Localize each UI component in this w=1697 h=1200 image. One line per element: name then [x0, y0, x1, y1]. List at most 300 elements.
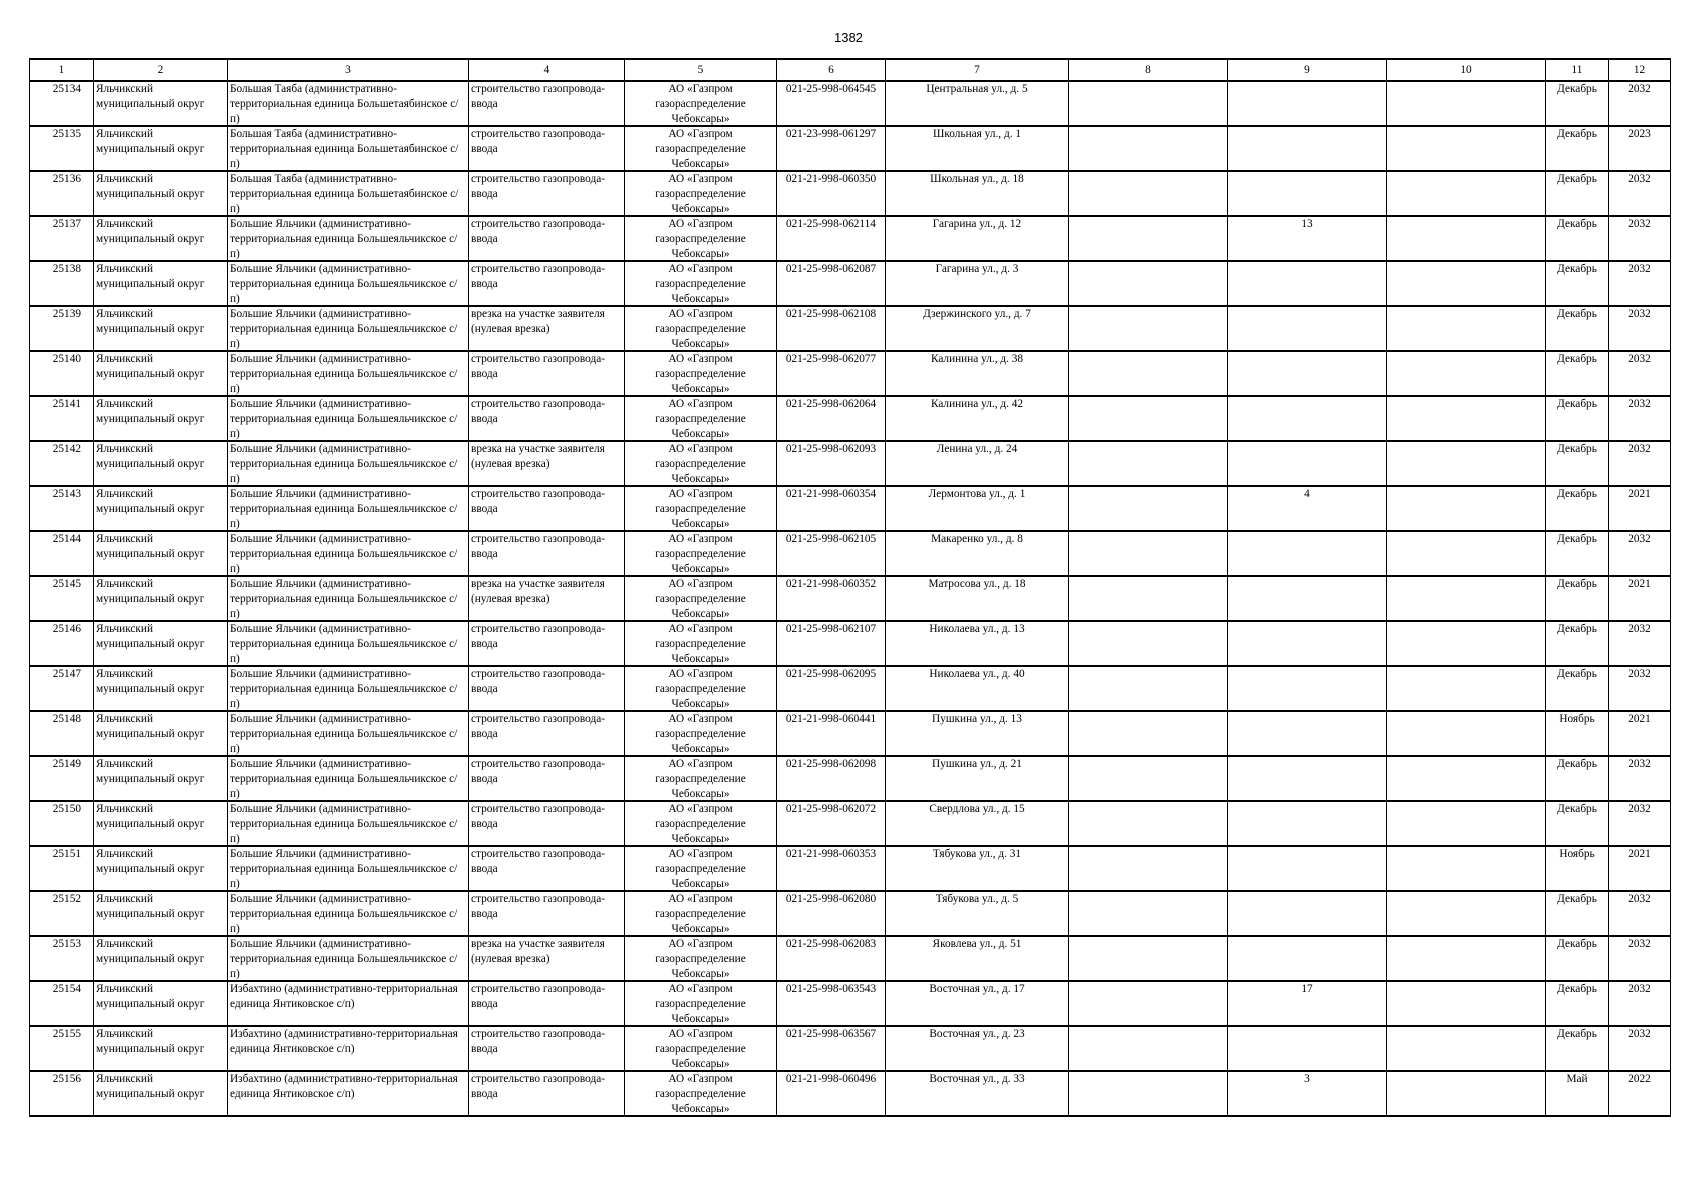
object-code-cell	[777, 621, 886, 666]
locality-cell-text: Большие Яльчики (административно-территориальная единица Большеяльчикское с/п)	[230, 353, 458, 395]
address-cell-text: Пушкина ул., д. 13	[932, 713, 1022, 725]
year-cell	[1609, 351, 1671, 396]
column-10-cell-text	[1389, 622, 1543, 665]
address-cell	[886, 846, 1069, 891]
month-cell	[1546, 666, 1609, 711]
address-cell	[886, 936, 1069, 981]
column-8-cell-text	[1071, 622, 1225, 665]
month-cell	[1546, 981, 1609, 1026]
column-9-cell-text	[1230, 622, 1384, 665]
address-cell-text: Школьная ул., д. 18	[930, 173, 1024, 185]
year-cell	[1609, 846, 1671, 891]
column-number: 8	[1069, 59, 1228, 81]
object-code-cell-text: 021-25-998-062105	[785, 533, 877, 545]
column-9-cell-text: 3	[1304, 1073, 1310, 1085]
column-10-cell	[1387, 81, 1546, 126]
object-code-cell-text: 021-25-998-063567	[785, 1028, 877, 1040]
month-cell-text: Декабрь	[1557, 803, 1597, 815]
column-10-cell	[1387, 126, 1546, 171]
row-id	[30, 216, 94, 261]
month-cell	[1546, 306, 1609, 351]
table-row	[30, 261, 1671, 306]
column-9-cell	[1228, 756, 1387, 801]
organization-cell-text: АО «Газпром газораспределение Чебоксары»	[655, 1028, 746, 1070]
work-type-cell	[469, 261, 625, 306]
organization-cell	[625, 891, 777, 936]
object-code-cell	[777, 81, 886, 126]
row-id-text: 25144	[52, 533, 81, 545]
address-cell-text: Ленина ул., д. 24	[936, 443, 1018, 455]
district-cell	[94, 846, 228, 891]
organization-cell	[625, 306, 777, 351]
object-code-cell-text: 021-25-998-062064	[785, 398, 877, 410]
column-8-cell-text	[1071, 82, 1225, 125]
locality-cell	[228, 666, 469, 711]
column-8-cell	[1069, 711, 1228, 756]
address-cell	[886, 81, 1069, 126]
year-cell-text: 2023	[1628, 128, 1651, 140]
row-id	[30, 306, 94, 351]
district-cell-text: Яльчикский муниципальный округ	[96, 128, 205, 155]
column-10-cell	[1387, 531, 1546, 576]
district-cell	[94, 261, 228, 306]
locality-cell-text: Большие Яльчики (административно-территориальная единица Большеяльчикское с/п)	[230, 803, 458, 845]
column-10-cell	[1387, 621, 1546, 666]
column-10-cell	[1387, 711, 1546, 756]
object-code-cell	[777, 216, 886, 261]
district-cell	[94, 81, 228, 126]
table-row	[30, 351, 1671, 396]
organization-cell-text: АО «Газпром газораспределение Чебоксары»	[655, 803, 746, 845]
table-row	[30, 711, 1671, 756]
month-cell	[1546, 126, 1609, 171]
column-8-cell	[1069, 351, 1228, 396]
row-id-text: 25142	[52, 443, 81, 455]
table-row	[30, 756, 1671, 801]
address-cell-text: Николаева ул., д. 13	[929, 623, 1025, 635]
table-row	[30, 81, 1671, 126]
month-cell	[1546, 756, 1609, 801]
column-10-cell-text	[1389, 262, 1543, 305]
row-id-text: 25155	[52, 1028, 81, 1040]
organization-cell-text: АО «Газпром газораспределение Чебоксары»	[655, 848, 746, 890]
organization-cell	[625, 846, 777, 891]
address-cell	[886, 486, 1069, 531]
column-10-cell	[1387, 306, 1546, 351]
district-cell-text: Яльчикский муниципальный округ	[96, 938, 205, 965]
address-cell	[886, 756, 1069, 801]
column-8-cell-text	[1071, 487, 1225, 530]
organization-cell	[625, 756, 777, 801]
organization-cell	[625, 171, 777, 216]
address-cell	[886, 531, 1069, 576]
address-cell-text: Центральная ул., д. 5	[926, 83, 1028, 95]
column-10-cell	[1387, 171, 1546, 216]
column-8-cell	[1069, 576, 1228, 621]
column-10-cell-text	[1389, 217, 1543, 260]
address-cell-text: Восточная ул., д. 33	[929, 1073, 1025, 1085]
work-type-cell	[469, 801, 625, 846]
year-cell	[1609, 1026, 1671, 1071]
locality-cell	[228, 846, 469, 891]
organization-cell	[625, 666, 777, 711]
column-8-cell	[1069, 216, 1228, 261]
object-code-cell	[777, 801, 886, 846]
year-cell-text: 2032	[1628, 398, 1651, 410]
month-cell-text: Декабрь	[1557, 533, 1597, 545]
organization-cell	[625, 576, 777, 621]
address-cell	[886, 981, 1069, 1026]
address-cell	[886, 711, 1069, 756]
object-code-cell	[777, 441, 886, 486]
column-8-cell	[1069, 396, 1228, 441]
locality-cell	[228, 351, 469, 396]
column-10-cell-text	[1389, 892, 1543, 935]
column-9-cell	[1228, 846, 1387, 891]
column-8-cell	[1069, 801, 1228, 846]
table-row	[30, 846, 1671, 891]
object-code-cell	[777, 891, 886, 936]
object-code-cell-text: 021-25-998-062083	[785, 938, 877, 950]
district-cell-text: Яльчикский муниципальный округ	[96, 308, 205, 335]
year-cell-text: 2032	[1628, 443, 1651, 455]
address-cell-text: Николаева ул., д. 40	[929, 668, 1025, 680]
row-id	[30, 171, 94, 216]
locality-cell	[228, 891, 469, 936]
month-cell-text: Декабрь	[1557, 128, 1597, 140]
object-code-cell-text: 021-21-998-060354	[785, 488, 877, 500]
column-9-cell-text	[1230, 532, 1384, 575]
column-8-cell	[1069, 531, 1228, 576]
address-cell-text: Матросова ул., д. 18	[928, 578, 1026, 590]
district-cell	[94, 126, 228, 171]
month-cell-text: Декабрь	[1557, 578, 1597, 590]
column-9-cell-text: 4	[1304, 488, 1310, 500]
district-cell	[94, 981, 228, 1026]
column-10-cell-text	[1389, 712, 1543, 755]
address-cell	[886, 441, 1069, 486]
year-cell	[1609, 621, 1671, 666]
address-cell	[886, 1026, 1069, 1071]
district-cell	[94, 621, 228, 666]
organization-cell-text: АО «Газпром газораспределение Чебоксары»	[655, 983, 746, 1025]
table-row	[30, 576, 1671, 621]
month-cell	[1546, 351, 1609, 396]
district-cell	[94, 891, 228, 936]
row-id	[30, 891, 94, 936]
work-type-cell-text: строительство газопровода-ввода	[471, 1028, 605, 1055]
column-10-cell-text	[1389, 667, 1543, 710]
work-type-cell	[469, 126, 625, 171]
organization-cell-text: АО «Газпром газораспределение Чебоксары»	[655, 533, 746, 575]
locality-cell	[228, 1026, 469, 1071]
work-type-cell-text: строительство газопровода-ввода	[471, 1073, 605, 1100]
object-code-cell-text: 021-25-998-062107	[785, 623, 877, 635]
column-8-cell-text	[1071, 712, 1225, 755]
object-code-cell	[777, 666, 886, 711]
column-8-cell-text	[1071, 262, 1225, 305]
column-8-cell	[1069, 306, 1228, 351]
month-cell-text: Декабрь	[1557, 1028, 1597, 1040]
month-cell	[1546, 576, 1609, 621]
table-row	[30, 441, 1671, 486]
year-cell-text: 2021	[1628, 578, 1651, 590]
row-id-text: 25139	[52, 308, 81, 320]
organization-cell	[625, 1026, 777, 1071]
row-id	[30, 801, 94, 846]
column-8-cell	[1069, 666, 1228, 711]
work-type-cell	[469, 756, 625, 801]
object-code-cell-text: 021-25-998-062077	[785, 353, 877, 365]
column-8-cell	[1069, 81, 1228, 126]
table-body	[30, 81, 1671, 1116]
month-cell-text: Декабрь	[1557, 983, 1597, 995]
column-9-cell	[1228, 171, 1387, 216]
year-cell-text: 2032	[1628, 1028, 1651, 1040]
month-cell-text: Декабрь	[1557, 83, 1597, 95]
month-cell	[1546, 846, 1609, 891]
row-id-text: 25147	[52, 668, 81, 680]
locality-cell-text: Большие Яльчики (административно-территориальная единица Большеяльчикское с/п)	[230, 758, 458, 800]
organization-cell-text: АО «Газпром газораспределение Чебоксары»	[655, 758, 746, 800]
object-code-cell	[777, 171, 886, 216]
locality-cell	[228, 441, 469, 486]
column-9-cell-text	[1230, 667, 1384, 710]
table-row	[30, 531, 1671, 576]
work-type-cell-text: строительство газопровода-ввода	[471, 83, 605, 110]
organization-cell	[625, 441, 777, 486]
work-type-cell	[469, 441, 625, 486]
column-8-cell-text	[1071, 937, 1225, 980]
object-code-cell	[777, 1026, 886, 1071]
row-id	[30, 261, 94, 306]
locality-cell-text: Большие Яльчики (административно-территориальная единица Большеяльчикское с/п)	[230, 443, 458, 485]
row-id-text: 25138	[52, 263, 81, 275]
organization-cell	[625, 81, 777, 126]
year-cell	[1609, 486, 1671, 531]
work-type-cell	[469, 396, 625, 441]
table-row	[30, 891, 1671, 936]
row-id	[30, 1071, 94, 1116]
column-number: 1	[30, 59, 94, 81]
object-code-cell-text: 021-25-998-062087	[785, 263, 877, 275]
work-type-cell-text: врезка на участке заявителя (нулевая врезка)	[471, 443, 605, 470]
district-cell	[94, 171, 228, 216]
column-10-cell-text	[1389, 757, 1543, 800]
locality-cell-text: Большая Таяба (административно-территориальная единица Большетаябинское с/п)	[230, 83, 459, 125]
row-id	[30, 576, 94, 621]
locality-cell	[228, 981, 469, 1026]
organization-cell	[625, 621, 777, 666]
month-cell	[1546, 1071, 1609, 1116]
column-10-cell	[1387, 441, 1546, 486]
district-cell-text: Яльчикский муниципальный округ	[96, 713, 205, 740]
column-number: 11	[1546, 59, 1609, 81]
locality-cell-text: Избахтино (административно-территориальная единица Янтиковское с/п)	[230, 1073, 458, 1100]
column-9-cell	[1228, 666, 1387, 711]
district-cell-text: Яльчикский муниципальный округ	[96, 83, 205, 110]
column-10-cell-text	[1389, 802, 1543, 845]
row-id-text: 25148	[52, 713, 81, 725]
column-10-cell	[1387, 801, 1546, 846]
table-row	[30, 486, 1671, 531]
year-cell	[1609, 306, 1671, 351]
locality-cell-text: Большие Яльчики (административно-территориальная единица Большеяльчикское с/п)	[230, 398, 458, 440]
row-id-text: 25156	[52, 1073, 81, 1085]
organization-cell	[625, 801, 777, 846]
object-code-cell	[777, 846, 886, 891]
locality-cell	[228, 756, 469, 801]
district-cell-text: Яльчикский муниципальный округ	[96, 758, 205, 785]
column-number: 4	[469, 59, 625, 81]
column-9-cell-text	[1230, 802, 1384, 845]
row-id	[30, 846, 94, 891]
column-number: 9	[1228, 59, 1387, 81]
column-8-cell-text	[1071, 532, 1225, 575]
work-type-cell	[469, 666, 625, 711]
work-type-cell-text: строительство газопровода-ввода	[471, 848, 605, 875]
organization-cell-text: АО «Газпром газораспределение Чебоксары»	[655, 263, 746, 305]
month-cell-text: Ноябрь	[1559, 713, 1595, 725]
row-id	[30, 81, 94, 126]
column-9-cell	[1228, 711, 1387, 756]
table-row	[30, 171, 1671, 216]
organization-cell-text: АО «Газпром газораспределение Чебоксары»	[655, 128, 746, 170]
district-cell	[94, 396, 228, 441]
work-type-cell-text: строительство газопровода-ввода	[471, 488, 605, 515]
row-id	[30, 756, 94, 801]
year-cell	[1609, 1071, 1671, 1116]
work-type-cell-text: строительство газопровода-ввода	[471, 893, 605, 920]
year-cell-text: 2032	[1628, 983, 1651, 995]
year-cell-text: 2021	[1628, 713, 1651, 725]
month-cell-text: Декабрь	[1557, 398, 1597, 410]
row-id-text: 25141	[52, 398, 81, 410]
district-cell	[94, 756, 228, 801]
year-cell	[1609, 261, 1671, 306]
locality-cell-text: Большие Яльчики (административно-территориальная единица Большеяльчикское с/п)	[230, 848, 458, 890]
address-cell	[886, 261, 1069, 306]
organization-cell-text: АО «Газпром газораспределение Чебоксары»	[655, 308, 746, 350]
organization-cell	[625, 711, 777, 756]
object-code-cell	[777, 306, 886, 351]
month-cell-text: Декабрь	[1557, 758, 1597, 770]
column-10-cell-text	[1389, 1027, 1543, 1070]
year-cell-text: 2032	[1628, 308, 1651, 320]
district-cell-text: Яльчикский муниципальный округ	[96, 1028, 205, 1055]
address-cell	[886, 126, 1069, 171]
row-id	[30, 1026, 94, 1071]
district-cell	[94, 216, 228, 261]
column-8-cell	[1069, 981, 1228, 1026]
column-9-cell-text	[1230, 82, 1384, 125]
column-number: 6	[777, 59, 886, 81]
organization-cell	[625, 126, 777, 171]
column-9-cell	[1228, 306, 1387, 351]
organization-cell	[625, 216, 777, 261]
year-cell-text: 2032	[1628, 803, 1651, 815]
organization-cell-text: АО «Газпром газораспределение Чебоксары»	[655, 893, 746, 935]
organization-cell-text: АО «Газпром газораспределение Чебоксары»	[655, 398, 746, 440]
column-9-cell-text	[1230, 712, 1384, 755]
column-9-cell-text	[1230, 262, 1384, 305]
district-cell	[94, 711, 228, 756]
column-9-cell-text	[1230, 1027, 1384, 1070]
table-row	[30, 1026, 1671, 1071]
year-cell	[1609, 666, 1671, 711]
work-type-cell	[469, 576, 625, 621]
organization-cell-text: АО «Газпром газораспределение Чебоксары»	[655, 173, 746, 215]
locality-cell-text: Большие Яльчики (административно-территориальная единица Большеяльчикское с/п)	[230, 713, 458, 755]
column-8-cell-text	[1071, 1072, 1225, 1115]
month-cell	[1546, 171, 1609, 216]
month-cell	[1546, 396, 1609, 441]
work-type-cell-text: строительство газопровода-ввода	[471, 803, 605, 830]
locality-cell	[228, 621, 469, 666]
work-type-cell-text: строительство газопровода-ввода	[471, 218, 605, 245]
month-cell	[1546, 936, 1609, 981]
work-type-cell-text: строительство газопровода-ввода	[471, 128, 605, 155]
organization-cell	[625, 531, 777, 576]
object-code-cell	[777, 261, 886, 306]
work-type-cell-text: строительство газопровода-ввода	[471, 263, 605, 290]
column-8-cell-text	[1071, 217, 1225, 260]
organization-cell	[625, 486, 777, 531]
column-8-cell-text	[1071, 577, 1225, 620]
row-id-text: 25149	[52, 758, 81, 770]
address-cell-text: Свердлова ул., д. 15	[929, 803, 1025, 815]
organization-cell-text: АО «Газпром газораспределение Чебоксары»	[655, 578, 746, 620]
column-number: 7	[886, 59, 1069, 81]
table-row	[30, 981, 1671, 1026]
district-cell	[94, 1026, 228, 1071]
district-cell	[94, 936, 228, 981]
locality-cell-text: Большие Яльчики (административно-территориальная единица Большеяльчикское с/п)	[230, 263, 458, 305]
year-cell	[1609, 396, 1671, 441]
column-8-cell	[1069, 1071, 1228, 1116]
column-9-cell-text	[1230, 847, 1384, 890]
column-9-cell-text: 17	[1301, 983, 1313, 995]
year-cell	[1609, 981, 1671, 1026]
column-9-cell-text	[1230, 352, 1384, 395]
column-10-cell-text	[1389, 172, 1543, 215]
locality-cell-text: Большие Яльчики (административно-территориальная единица Большеяльчикское с/п)	[230, 623, 458, 665]
column-8-cell-text	[1071, 847, 1225, 890]
row-id	[30, 666, 94, 711]
organization-cell-text: АО «Газпром газораспределение Чебоксары»	[655, 668, 746, 710]
row-id-text: 25140	[52, 353, 81, 365]
district-cell-text: Яльчикский муниципальный округ	[96, 533, 205, 560]
month-cell-text: Декабрь	[1557, 623, 1597, 635]
table-row	[30, 306, 1671, 351]
row-id-text: 25153	[52, 938, 81, 950]
work-type-cell	[469, 981, 625, 1026]
object-code-cell	[777, 1071, 886, 1116]
district-cell	[94, 351, 228, 396]
table-row	[30, 396, 1671, 441]
district-cell-text: Яльчикский муниципальный округ	[96, 443, 205, 470]
column-10-cell	[1387, 261, 1546, 306]
address-cell-text: Восточная ул., д. 17	[929, 983, 1025, 995]
object-code-cell-text: 021-21-998-060496	[785, 1073, 877, 1085]
column-10-cell	[1387, 981, 1546, 1026]
district-cell-text: Яльчикский муниципальный округ	[96, 848, 205, 875]
month-cell-text: Декабрь	[1557, 263, 1597, 275]
month-cell-text: Декабрь	[1557, 443, 1597, 455]
object-code-cell-text: 021-25-998-062108	[785, 308, 877, 320]
year-cell	[1609, 171, 1671, 216]
work-type-cell	[469, 891, 625, 936]
